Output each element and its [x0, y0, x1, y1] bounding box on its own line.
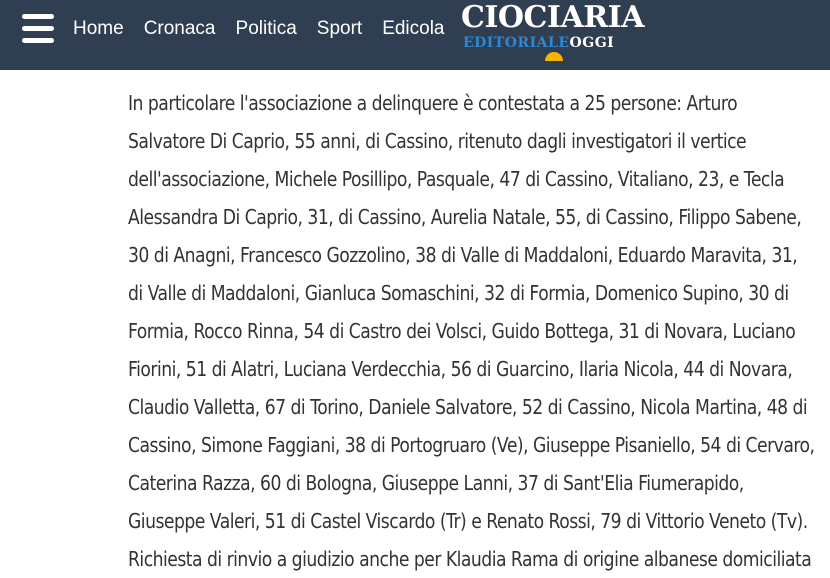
nav-cronaca[interactable]: Cronaca: [143, 18, 216, 39]
logo-title: CIOCIARIA: [461, 0, 644, 35]
nav-edicola[interactable]: Edicola: [382, 18, 445, 39]
logo-sun-icon: [545, 52, 563, 61]
logo-subtitle-left: EDITORIALE: [463, 35, 570, 51]
top-navigation-bar: [0, 0, 830, 70]
nav-sport[interactable]: Sport: [316, 18, 363, 39]
menu-bar-line: [22, 26, 54, 31]
nav-politica[interactable]: Politica: [235, 18, 297, 39]
site-logo[interactable]: [461, 2, 651, 64]
menu-bar-line: [22, 14, 54, 19]
logo-subtitle: [463, 35, 614, 51]
logo-subtitle-right: OGGI: [569, 35, 615, 51]
main-nav: [73, 17, 445, 41]
menu-bar-line: [22, 38, 54, 43]
article-body: In particolare l'associazione a delinquere è contestata a 25 persone: Arturo Salvatore Di Caprio, 55 anni, di Cassino, ritenuto dagli investigatori il vertice dell'associazione, Michele Posillipo, Pasquale, 47 di Cassino, Vitaliano, 23, e Tecla Alessandra Di Caprio, 31, di Cassino, Aurelia Natale, 55, di Cassino, Filippo Sabene, 30 di Anagni, Francesco Gozzolino, 38 di Valle di Maddaloni, Eduardo Maravita, 31, di Valle di Maddaloni, Gianluca Somaschini, 32 di Formia, Domenico Supino, 30 di Formia, Rocco Rinna, 54 di Castro dei Volsci, Guido Bottega, 31 di Novara, Luciano Fiorini, 51 di Alatri, Luciana Verdecchia, 56 di Guarcino, Ilaria Nicola, 44 di Novara, Claudio Valletta, 67 di Torino, Daniele Salvatore, 52 di Cassino, Nicola Martina, 48 di Cassino, Simone Faggiani, 38 di Portogruaro (Ve), Giuseppe Pisaniello, 54 di Cervaro, Caterina Razza, 60 di Bologna, Giuseppe Lanni, 37 di Sant'Elia Fiumerapido, Giuseppe Valeri, 51 di Castel Viscardo (Tr) e Renato Rossi, 79 di Vittorio Veneto (Tv). Richiesta di rinvio a giudizio anche per Klaudia Rama di origine albanese domiciliata: [128, 91, 815, 571]
nav-home[interactable]: Home: [73, 18, 124, 39]
hamburger-menu-icon[interactable]: [22, 14, 54, 44]
